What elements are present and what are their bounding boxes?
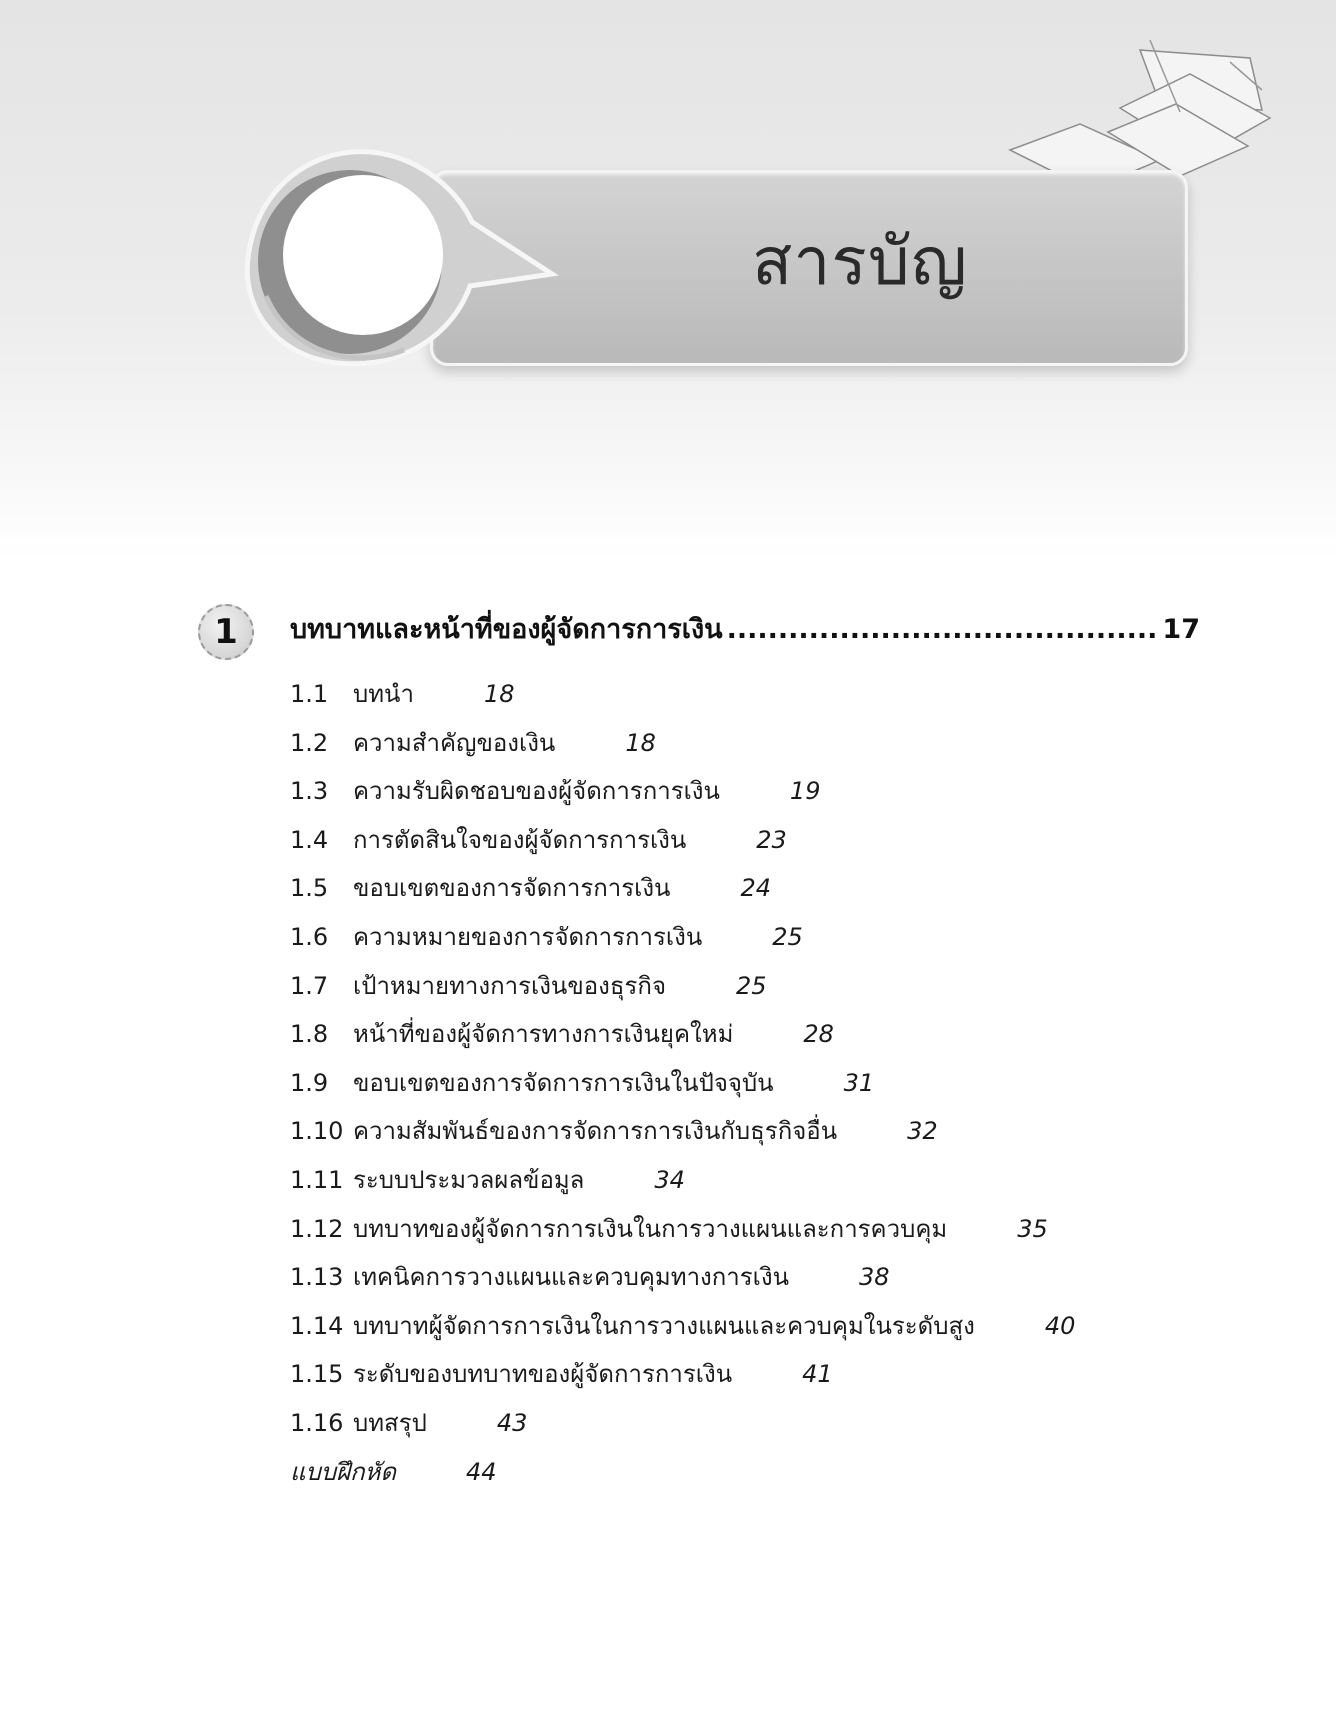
section-entry[interactable] [195, 767, 1205, 816]
section-title: ขอบเขตของการจัดการการเงินในปัจจุบัน [353, 1068, 774, 1097]
section-number: 1.4 [290, 825, 329, 854]
section-title: ความสัมพันธ์ของการจัดการการเงินกับธุรกิจอื่น [353, 1117, 838, 1146]
section-entry[interactable] [195, 816, 1205, 865]
section-title: ระบบประมวลผลข้อมูล [353, 1165, 585, 1194]
section-page-number: 23 [756, 825, 787, 854]
section-number: 1.9 [290, 1068, 329, 1097]
section-entry[interactable] [195, 1350, 1205, 1399]
section-title: เทคนิคการวางแผนและควบคุมทางการเงิน [353, 1263, 789, 1292]
section-number: 1.2 [290, 728, 329, 757]
section-title: ความรับผิดชอบของผู้จัดการการเงิน [353, 777, 720, 806]
section-number: 1.10 [290, 1117, 344, 1146]
section-entry[interactable] [195, 1107, 1205, 1156]
section-title: ระดับของบทบาทของผู้จัดการการเงิน [353, 1360, 733, 1389]
section-number: 1.16 [290, 1408, 344, 1437]
section-list [195, 670, 1205, 1496]
section-number: 1.15 [290, 1360, 344, 1389]
chapter-number-badge: 1 [198, 604, 254, 660]
section-number: 1.13 [290, 1263, 344, 1292]
chapter-title: บทบาทและหน้าที่ของผู้จัดการการเงิน [290, 614, 723, 645]
section-title: ความหมายของการจัดการการเงิน [353, 922, 703, 951]
section-page-number: 25 [772, 922, 803, 951]
section-number: 1.12 [290, 1214, 344, 1243]
section-entry[interactable] [195, 1156, 1205, 1205]
section-title: บทสรุป [353, 1408, 427, 1437]
section-page-number: 19 [789, 777, 821, 806]
section-entry[interactable] [195, 719, 1205, 768]
exercises-page-number: 44 [465, 1457, 497, 1486]
section-number: 1.1 [290, 680, 329, 708]
section-page-number: 38 [859, 1263, 890, 1292]
section-page-number: 18 [483, 680, 515, 708]
table-of-contents [195, 600, 1205, 1496]
section-entry[interactable] [195, 1302, 1205, 1351]
exercises-entry[interactable] [195, 1448, 1205, 1497]
section-page-number: 24 [740, 874, 772, 903]
section-page-number: 32 [907, 1117, 938, 1146]
section-number: 1.6 [290, 922, 329, 951]
section-entry[interactable] [195, 864, 1205, 913]
section-entry[interactable] [195, 1399, 1205, 1448]
section-number: 1.5 [290, 874, 329, 903]
section-title: ความสำคัญของเงิน [353, 728, 556, 757]
section-number: 1.7 [290, 971, 329, 1000]
section-page-number: 34 [654, 1165, 685, 1194]
section-entry[interactable] [195, 1010, 1205, 1059]
dot-leader [727, 608, 1159, 652]
section-page-number: 31 [843, 1068, 875, 1097]
section-page-number: 28 [803, 1020, 834, 1049]
section-entry[interactable] [195, 670, 1205, 719]
section-page-number: 18 [625, 728, 656, 757]
section-entry[interactable] [195, 1205, 1205, 1254]
section-title: ขอบเขตของการจัดการการเงิน [353, 874, 671, 903]
section-title: บทบาทของผู้จัดการการเงินในการวางแผนและการควบคุม [353, 1214, 948, 1243]
chapter-page-number: 17 [1162, 614, 1200, 645]
section-entry[interactable] [195, 962, 1205, 1011]
section-title: การตัดสินใจของผู้จัดการการเงิน [353, 825, 687, 854]
section-title: บทนำ [353, 680, 414, 708]
chapter-entry[interactable] [195, 600, 1205, 670]
section-page-number: 41 [802, 1360, 833, 1389]
exercises-title: แบบฝึกหัด [290, 1457, 396, 1486]
section-page-number: 35 [1017, 1214, 1048, 1243]
section-number: 1.11 [290, 1165, 344, 1194]
section-entry[interactable] [195, 1059, 1205, 1108]
section-number: 1.8 [290, 1020, 329, 1049]
section-number: 1.3 [290, 777, 329, 806]
page-title: สารบัญ [752, 223, 968, 300]
section-entry[interactable] [195, 913, 1205, 962]
section-title: หน้าที่ของผู้จัดการทางการเงินยุคใหม่ [353, 1020, 734, 1049]
section-entry[interactable] [195, 1253, 1205, 1302]
section-page-number: 43 [496, 1408, 528, 1437]
section-page-number: 40 [1044, 1311, 1076, 1340]
section-number: 1.14 [290, 1311, 344, 1340]
chapter-heading [290, 608, 1200, 652]
section-page-number: 25 [736, 971, 767, 1000]
section-title: เป้าหมายทางการเงินของธุรกิจ [353, 971, 667, 1000]
section-title: บทบาทผู้จัดการการเงินในการวางแผนและควบคุมในระดับสูง [353, 1311, 975, 1340]
